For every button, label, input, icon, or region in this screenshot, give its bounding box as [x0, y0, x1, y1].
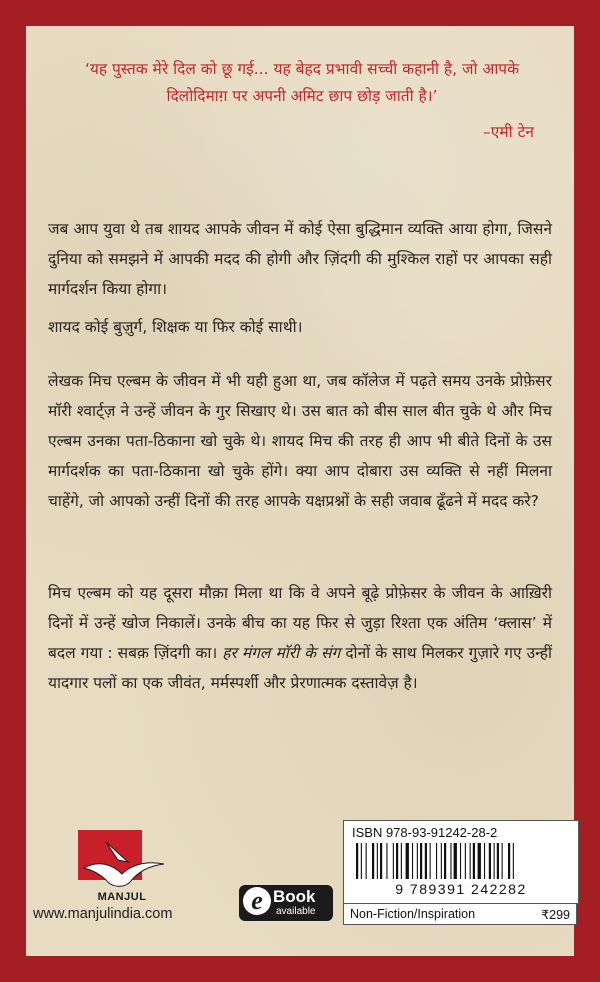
blurb-paragraph-4: [48, 578, 552, 698]
genre-label: Non-Fiction/Inspiration: [350, 907, 476, 921]
back-cover-panel: [26, 26, 574, 956]
ebook-available-label: available: [276, 906, 316, 917]
barcode-panel: [343, 820, 579, 904]
blurb-paragraph-1: जब आप युवा थे तब शायद आपके जीवन में कोई ऐसा बुद्धिमान व्यक्ति आया होगा, जिसने दुनिया को समझने में आपकी मदद की होगी और ज़िंदगी की मुश्किल राहों पर आपका सही मार्गदर्शन किया होगा।: [48, 220, 552, 298]
blurb-paragraph-2: शायद कोई बुज़ुर्ग, शिक्षक या फिर कोई साथी।: [48, 318, 303, 336]
quote-author: –एमी टेन: [483, 123, 534, 141]
ebook-e-icon: e: [243, 887, 271, 915]
price-label: ₹299: [541, 908, 570, 922]
publisher-name: MANJUL: [97, 891, 147, 903]
blurb-paragraph-3: लेखक मिच एल्बम के जीवन में भी यही हुआ था, जब कॉलेज में पढ़ते समय उनके प्रोफ़ेसर मॉरी श्वार्ट्ज़ ने उन्हें जीवन के गुर सिखाए थे। उस बात को बीस साल बीत चुके थे और मिच एल्बम उनका पता-ठिकाना खो चुके थे। शायद मिच की तरह ही आप भी बीते दिनों के उस मार्गदर्शक का पता-ठिकाना खो चुके होंगे। क्या आप दोबारा उस व्यक्ति से नहीं मिलना चाहेंगे, जो आपको उन्हीं दिनों की तरह आपके यक्षप्रश्नों के सही जवाब ढूँढने में मदद करे?: [48, 372, 552, 510]
publisher-website[interactable]: www.manjulindia.com: [33, 906, 173, 922]
ebook-label: Book: [273, 887, 316, 906]
barcode-number: 9 789391 242282: [395, 881, 527, 897]
blurb-p4-end: दोनों के साथ मिलकर गुज़ारे गए उन्हीं यादगार पलों का एक जीवंत, मर्मस्पर्शी और प्रेरणात्मक दस्तावेज़ है।: [48, 644, 553, 692]
testimonial-quote: ‘यह पुस्तक मेरे दिल को छू गई... यह बेहद प्रभावी सच्ची कहानी है, जो आपके दिलोदिमाग़ पर अपनी अमिट छाप छोड़ जाती है।’: [84, 60, 520, 105]
book-title-italic: हर मंगल मॉरी के संग: [222, 644, 341, 662]
flying-bird-icon: [78, 830, 168, 892]
isbn-text: ISBN 978-93-91242-28-2: [352, 825, 498, 840]
category-price-strip: [343, 903, 577, 925]
blurb-p4-start: मिच एल्बम को यह दूसरा मौक़ा मिला था कि वे अपने बूढ़े प्रोफ़ेसर के जीवन के आख़िरी दिनों में उन्हें खोज निकालें। उनके बीच का यह फिर से जुड़ा रिश्ता एक अंतिम ‘क्लास’ में बदल गया : सबक़ ज़िंदगी का।: [48, 584, 552, 662]
ebook-available-badge: [239, 885, 333, 921]
barcode-icon: [356, 843, 566, 881]
